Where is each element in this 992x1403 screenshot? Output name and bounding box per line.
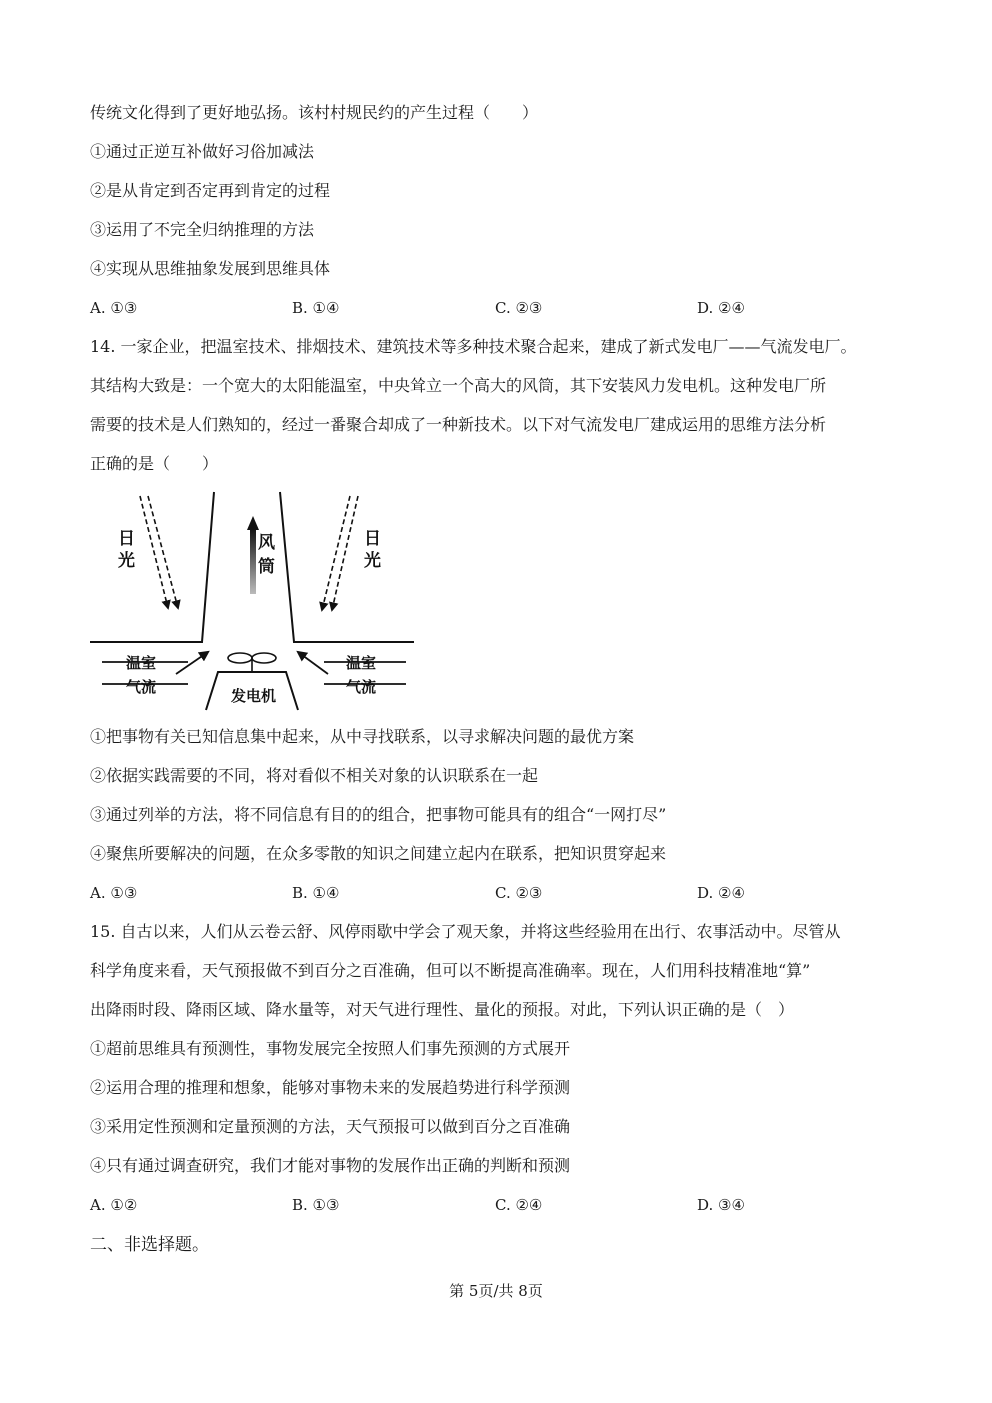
q15-item-1: ①超前思维具有预测性，事物发展完全按照人们事先预测的方式展开	[90, 1039, 571, 1058]
q15-item-4: ④只有通过调查研究，我们才能对事物的发展作出正确的判断和预测	[90, 1156, 571, 1175]
chimney-updraft-arrow	[247, 516, 259, 594]
q15-option-a: A. ①②	[90, 1196, 138, 1214]
greenhouse-left-label: 温室	[126, 654, 157, 672]
q14-stem-line-1: 14. 一家企业，把温室技术、排烟技术、建筑技术等多种技术聚合起来，建成了新式发电厂——气流发电厂。	[90, 337, 857, 356]
q14-stem-line-4: 正确的是（ ）	[90, 454, 219, 473]
q14-option-a: A. ①③	[90, 884, 138, 902]
q13-option-c: C. ②③	[495, 299, 543, 317]
q14-item-2: ②依据实践需要的不同，将对看似不相关对象的认识联系在一起	[90, 766, 539, 785]
q14-item-3: ③通过列举的方法，将不同信息有目的的组合，把事物可能具有的组合“一网打尽”	[90, 805, 667, 824]
sunlight-arrows-right	[322, 496, 358, 610]
page-footer: 第 5页/共 8页	[449, 1282, 543, 1300]
q14-option-b: B. ①④	[292, 884, 340, 902]
chimney-label-1: 风	[258, 533, 275, 553]
q15-stem-line-2: 科学角度来看，天气预报做不到百分之百准确，但可以不断提高准确率。现在，人们用科技精准地“算”	[90, 961, 811, 980]
sun-left-label-1: 日	[118, 529, 135, 549]
section-title: 二、非选择题。	[90, 1235, 209, 1255]
sunlight-arrows-left	[140, 496, 178, 608]
q13-item-1: ①通过正逆互补做好习俗加减法	[90, 142, 315, 161]
q15-item-3: ③采用定性预测和定量预测的方法，天气预报可以做到百分之百准确	[90, 1117, 571, 1136]
q14-item-4: ④聚焦所要解决的问题，在众多零散的知识之间建立起内在联系，把知识贯穿起来	[90, 844, 667, 863]
airflow-left-label: 气流	[126, 678, 157, 696]
q14-stem-line-3: 需要的技术是人们熟知的，经过一番聚合却成了一种新技术。以下对气流发电厂建成运用的思维方法分析	[90, 415, 827, 434]
q15-stem-line-1: 15. 自古以来，人们从云卷云舒、风停雨歇中学会了观天象，并将这些经验用在出行、农事活动中。尽管从	[90, 922, 841, 941]
q13-item-3: ③运用了不完全归纳推理的方法	[90, 220, 315, 239]
q13-item-2: ②是从肯定到否定再到肯定的过程	[90, 181, 331, 200]
q13-option-d: D. ②④	[697, 299, 745, 317]
q14-option-c: C. ②③	[495, 884, 543, 902]
airflow-right-label: 气流	[346, 678, 377, 696]
q13-item-4: ④实现从思维抽象发展到思维具体	[90, 259, 331, 278]
q15-option-c: C. ②④	[495, 1196, 543, 1214]
sun-right-label-1: 日	[364, 529, 381, 549]
chimney-label-2: 筒	[258, 557, 275, 577]
q15-option-d: D. ③④	[697, 1196, 745, 1214]
q14-item-1: ①把事物有关已知信息集中起来，从中寻找联系，以寻求解决问题的最优方案	[90, 727, 635, 746]
q15-item-2: ②运用合理的推理和想象，能够对事物未来的发展趋势进行科学预测	[90, 1078, 571, 1097]
greenhouse-right-label: 温室	[346, 654, 377, 672]
q13-stem-tail: 传统文化得到了更好地弘扬。该村村规民约的产生过程（ ）	[90, 103, 539, 122]
q14-stem-line-2: 其结构大致是：一个宽大的太阳能温室，中央耸立一个高大的风筒，其下安装风力发电机。这种发电厂所	[90, 376, 827, 395]
sun-left-label-2: 光	[118, 551, 135, 571]
q14-option-d: D. ②④	[697, 884, 745, 902]
generator-label: 发电机	[231, 687, 277, 705]
q15-option-b: B. ①③	[292, 1196, 340, 1214]
sun-right-label-2: 光	[364, 551, 381, 571]
q15-stem-line-3: 出降雨时段、降雨区域、降水量等，对天气进行理性、量化的预报。对此，下列认识正确的是（ ）	[90, 1000, 795, 1019]
turbine-icon	[228, 653, 276, 671]
q13-option-b: B. ①④	[292, 299, 340, 317]
power-plant-figure	[88, 488, 418, 713]
q13-option-a: A. ①③	[90, 299, 138, 317]
